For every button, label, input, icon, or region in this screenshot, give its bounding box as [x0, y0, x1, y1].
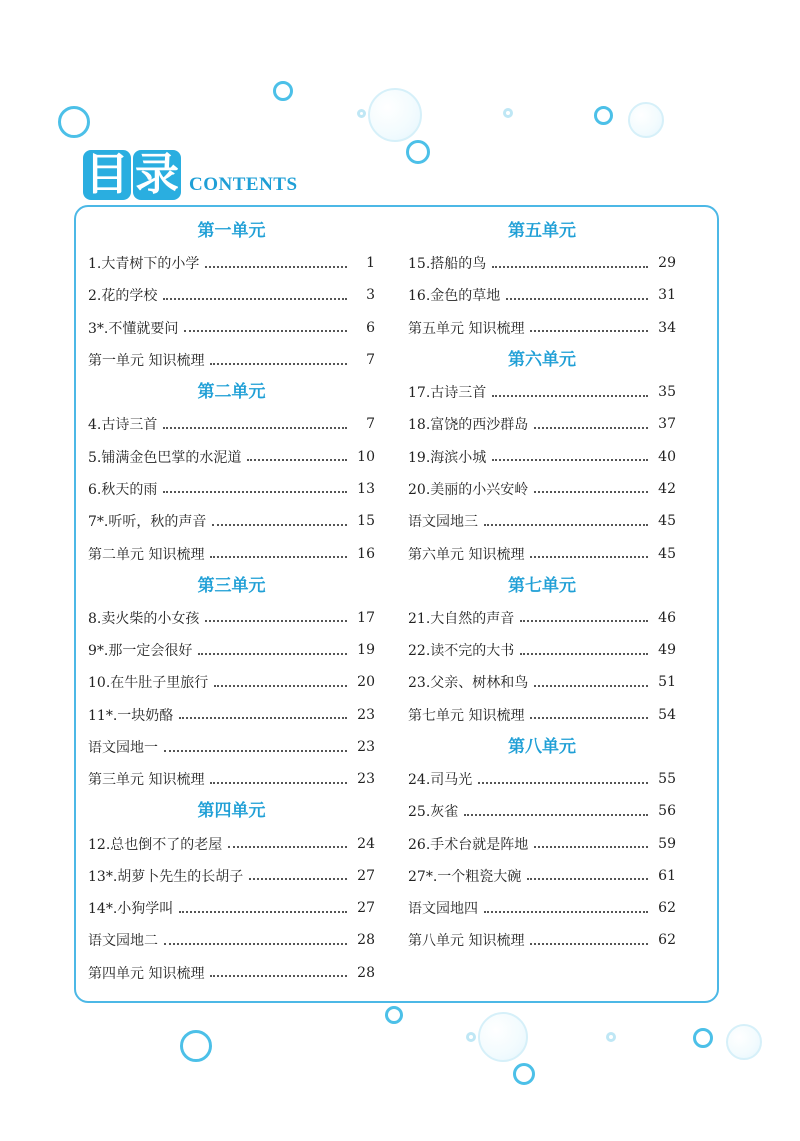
entry-title: 26.手术台就是阵地 [408, 836, 529, 853]
leader-dots [520, 652, 648, 655]
toc-entry[interactable] [88, 827, 375, 859]
entry-title: 14*.小狗学叫 [88, 901, 174, 918]
title-char: 录 [135, 149, 179, 200]
bubble-decoration [466, 1032, 476, 1042]
leader-dots [249, 877, 347, 880]
leader-dots [534, 845, 648, 848]
leader-dots [210, 362, 347, 365]
toc-entry[interactable] [88, 957, 375, 989]
toc-entry[interactable] [408, 312, 676, 344]
page-number: 61 [658, 867, 676, 884]
page-number: 35 [658, 384, 676, 401]
leader-dots [205, 265, 347, 268]
bubble-decoration [357, 109, 366, 118]
page-number: 27 [357, 867, 375, 884]
leader-dots [205, 619, 347, 622]
toc-entry[interactable] [88, 408, 375, 440]
toc-entry[interactable] [408, 602, 676, 634]
leader-dots [530, 942, 648, 945]
entry-title: 4.古诗三首 [88, 417, 158, 434]
page-number: 10 [357, 448, 375, 465]
toc-entry[interactable] [88, 860, 375, 892]
entry-title: 20.美丽的小兴安岭 [408, 481, 529, 498]
unit-heading: 第一单元 [197, 221, 266, 241]
page-title [83, 148, 298, 200]
entry-title: 第一单元 知识梳理 [88, 353, 205, 370]
entry-title: 第二单元 知识梳理 [88, 546, 205, 563]
page-number: 42 [658, 480, 676, 497]
leader-dots [212, 523, 347, 526]
page-number: 3 [366, 287, 375, 304]
page-number: 34 [658, 319, 676, 336]
page-number: 29 [658, 255, 676, 272]
entry-title: 第八单元 知识梳理 [408, 933, 525, 950]
toc-entry[interactable] [88, 924, 375, 956]
page-number: 23 [357, 739, 375, 755]
leader-dots [184, 329, 347, 332]
leader-dots [492, 265, 648, 268]
title-english: CONTENTS [189, 174, 298, 195]
page-number: 15 [357, 513, 375, 530]
page-number: 16 [357, 545, 375, 562]
entry-title: 语文园地四 [408, 901, 478, 918]
toc-entry[interactable] [88, 602, 375, 634]
page-number: 7 [366, 352, 375, 369]
page-number: 37 [658, 416, 676, 433]
page-number: 55 [658, 771, 676, 787]
page-number: 7 [366, 416, 375, 433]
toc-entry[interactable] [88, 666, 375, 698]
leader-dots [506, 297, 648, 300]
page-number: 28 [357, 932, 375, 949]
toc-entry[interactable] [88, 537, 375, 569]
page-number: 28 [357, 964, 375, 981]
leader-dots [163, 490, 347, 493]
page-number: 62 [658, 932, 676, 949]
page-number: 62 [658, 900, 676, 917]
entry-title: 13*.胡萝卜先生的长胡子 [88, 868, 244, 885]
entry-title: 5.铺满金色巴掌的水泥道 [88, 449, 242, 466]
entry-title: 23.父亲、树林和鸟 [408, 675, 529, 692]
page-number: 23 [357, 706, 375, 723]
page-number: 40 [658, 448, 676, 465]
entry-title: 第五单元 知识梳理 [408, 320, 525, 337]
entry-title: 6.秋天的雨 [88, 481, 158, 498]
unit-heading: 第五单元 [508, 221, 576, 241]
entry-title: 18.富饶的西沙群岛 [408, 417, 529, 434]
leader-dots [492, 458, 648, 461]
page-number: 51 [658, 674, 676, 691]
leader-dots [520, 619, 648, 622]
bubble-decoration [58, 106, 90, 138]
bubble-decoration [693, 1028, 713, 1048]
entry-title: 10.在牛肚子里旅行 [88, 675, 209, 692]
toc-entry[interactable] [408, 860, 676, 892]
entry-title: 2.花的学校 [88, 288, 158, 305]
page-number: 17 [357, 609, 375, 626]
toc-entry[interactable] [408, 924, 676, 956]
toc-entry[interactable] [88, 892, 375, 924]
unit-heading: 第八单元 [508, 736, 576, 757]
leader-dots [210, 781, 347, 784]
toc-entry[interactable] [408, 827, 676, 859]
toc-entry[interactable] [408, 473, 676, 505]
toc-entry[interactable] [88, 247, 375, 279]
toc-entry[interactable] [408, 505, 676, 537]
bubble-decoration [385, 1006, 403, 1024]
leader-dots [228, 845, 347, 848]
page-number: 56 [658, 803, 676, 820]
bubble-decoration [513, 1063, 535, 1085]
entry-title: 语文园地一 [88, 740, 158, 756]
page-number: 45 [658, 513, 676, 530]
entry-title: 27*.一个粗瓷大碗 [408, 868, 522, 885]
leader-dots [530, 555, 648, 558]
toc-entry[interactable] [408, 763, 676, 795]
entry-title: 21.大自然的声音 [408, 610, 515, 627]
unit-heading: 第七单元 [508, 575, 576, 596]
entry-title: 1.大青树下的小学 [88, 256, 200, 273]
entry-title: 语文园地三 [408, 514, 478, 531]
entry-title: 3*.不懂就要问 [88, 320, 179, 337]
toc-entry[interactable] [88, 699, 375, 731]
entry-title: 24.司马光 [408, 772, 473, 788]
entry-title: 第七单元 知识梳理 [408, 707, 525, 724]
toc-entry[interactable] [408, 537, 676, 569]
page-number: 20 [357, 674, 375, 691]
toc-entry[interactable] [408, 440, 676, 472]
leader-dots [164, 749, 347, 752]
toc-entry[interactable] [88, 763, 375, 795]
bubble-decoration [406, 140, 430, 164]
page-number: 24 [357, 835, 375, 852]
toc-entry[interactable] [408, 795, 676, 827]
toc-entry[interactable] [88, 344, 375, 376]
page-number: 13 [357, 480, 375, 497]
bubble-decoration [726, 1024, 762, 1060]
title-char: 目 [85, 149, 129, 200]
entry-title: 第四单元 知识梳理 [88, 965, 205, 982]
page-number: 23 [357, 771, 375, 788]
toc-column-right [408, 215, 676, 957]
leader-dots [534, 426, 648, 429]
entry-title: 16.金色的草地 [408, 288, 501, 305]
page-number: 54 [658, 706, 676, 723]
entry-title: 12.总也倒不了的老屋 [88, 836, 223, 853]
page-number: 31 [658, 287, 676, 304]
toc-entry[interactable] [408, 408, 676, 440]
toc-entry[interactable] [88, 505, 375, 537]
toc-entry[interactable] [408, 699, 676, 731]
leader-dots [179, 910, 347, 913]
bubble-decoration [368, 88, 422, 142]
bubble-decoration [478, 1012, 528, 1062]
entry-title: 25.灰雀 [408, 804, 459, 821]
toc-entry[interactable] [88, 440, 375, 472]
leader-dots [163, 426, 347, 429]
unit-heading: 第二单元 [197, 382, 266, 403]
bubble-decoration [180, 1030, 212, 1062]
leader-dots [247, 458, 347, 461]
bubble-decoration [503, 108, 513, 118]
entry-title: 第六单元 知识梳理 [408, 546, 525, 563]
toc-column-left [88, 215, 375, 989]
entry-title: 8.卖火柴的小女孩 [88, 610, 200, 627]
toc-entry[interactable] [408, 892, 676, 924]
leader-dots [530, 716, 648, 719]
toc-entry[interactable] [88, 634, 375, 666]
leader-dots [527, 877, 648, 880]
toc-entry[interactable] [88, 473, 375, 505]
leader-dots [534, 490, 648, 493]
leader-dots [478, 781, 648, 784]
leader-dots [464, 813, 648, 816]
page-number: 19 [357, 642, 375, 659]
page-number: 49 [658, 642, 676, 659]
leader-dots [492, 394, 648, 397]
leader-dots [198, 652, 347, 655]
page-number: 46 [658, 609, 676, 626]
toc-entry[interactable] [408, 634, 676, 666]
toc-entry[interactable] [408, 376, 676, 408]
toc-entry[interactable] [88, 731, 375, 763]
entry-title: 22.读不完的大书 [408, 643, 515, 660]
leader-dots [163, 297, 347, 300]
leader-dots [484, 910, 648, 913]
page-number: 45 [658, 545, 676, 562]
page-number: 6 [366, 319, 375, 336]
toc-entry[interactable] [88, 312, 375, 344]
entry-title: 9*.那一定会很好 [88, 643, 193, 660]
entry-title: 语文园地二 [88, 933, 158, 950]
bubble-decoration [273, 81, 293, 101]
leader-dots [530, 329, 648, 332]
page-number: 59 [658, 835, 676, 852]
entry-title: 15.搭船的鸟 [408, 256, 487, 273]
unit-heading: 第三单元 [197, 575, 266, 596]
toc-entry[interactable] [408, 279, 676, 311]
bubble-decoration [628, 102, 664, 138]
toc-entry[interactable] [408, 666, 676, 698]
entry-title: 第三单元 知识梳理 [88, 772, 205, 789]
page-number: 27 [357, 900, 375, 917]
bubble-decoration [594, 106, 613, 125]
toc-entry[interactable] [88, 279, 375, 311]
page-number: 1 [366, 255, 375, 272]
entry-title: 7*.听听，秋的声音 [88, 514, 207, 531]
leader-dots [534, 684, 648, 687]
unit-heading: 第六单元 [508, 349, 576, 370]
bubble-decoration [606, 1032, 616, 1042]
leader-dots [210, 974, 347, 977]
unit-heading: 第四单元 [197, 801, 266, 822]
entry-title: 17.古诗三首 [408, 385, 487, 402]
table-of-contents [74, 205, 719, 1003]
leader-dots [484, 523, 648, 526]
entry-title: 11*.一块奶酪 [88, 707, 174, 724]
leader-dots [210, 555, 347, 558]
leader-dots [164, 942, 347, 945]
toc-entry[interactable] [408, 247, 676, 279]
leader-dots [179, 716, 347, 719]
entry-title: 19.海滨小城 [408, 449, 487, 466]
leader-dots [214, 684, 347, 687]
